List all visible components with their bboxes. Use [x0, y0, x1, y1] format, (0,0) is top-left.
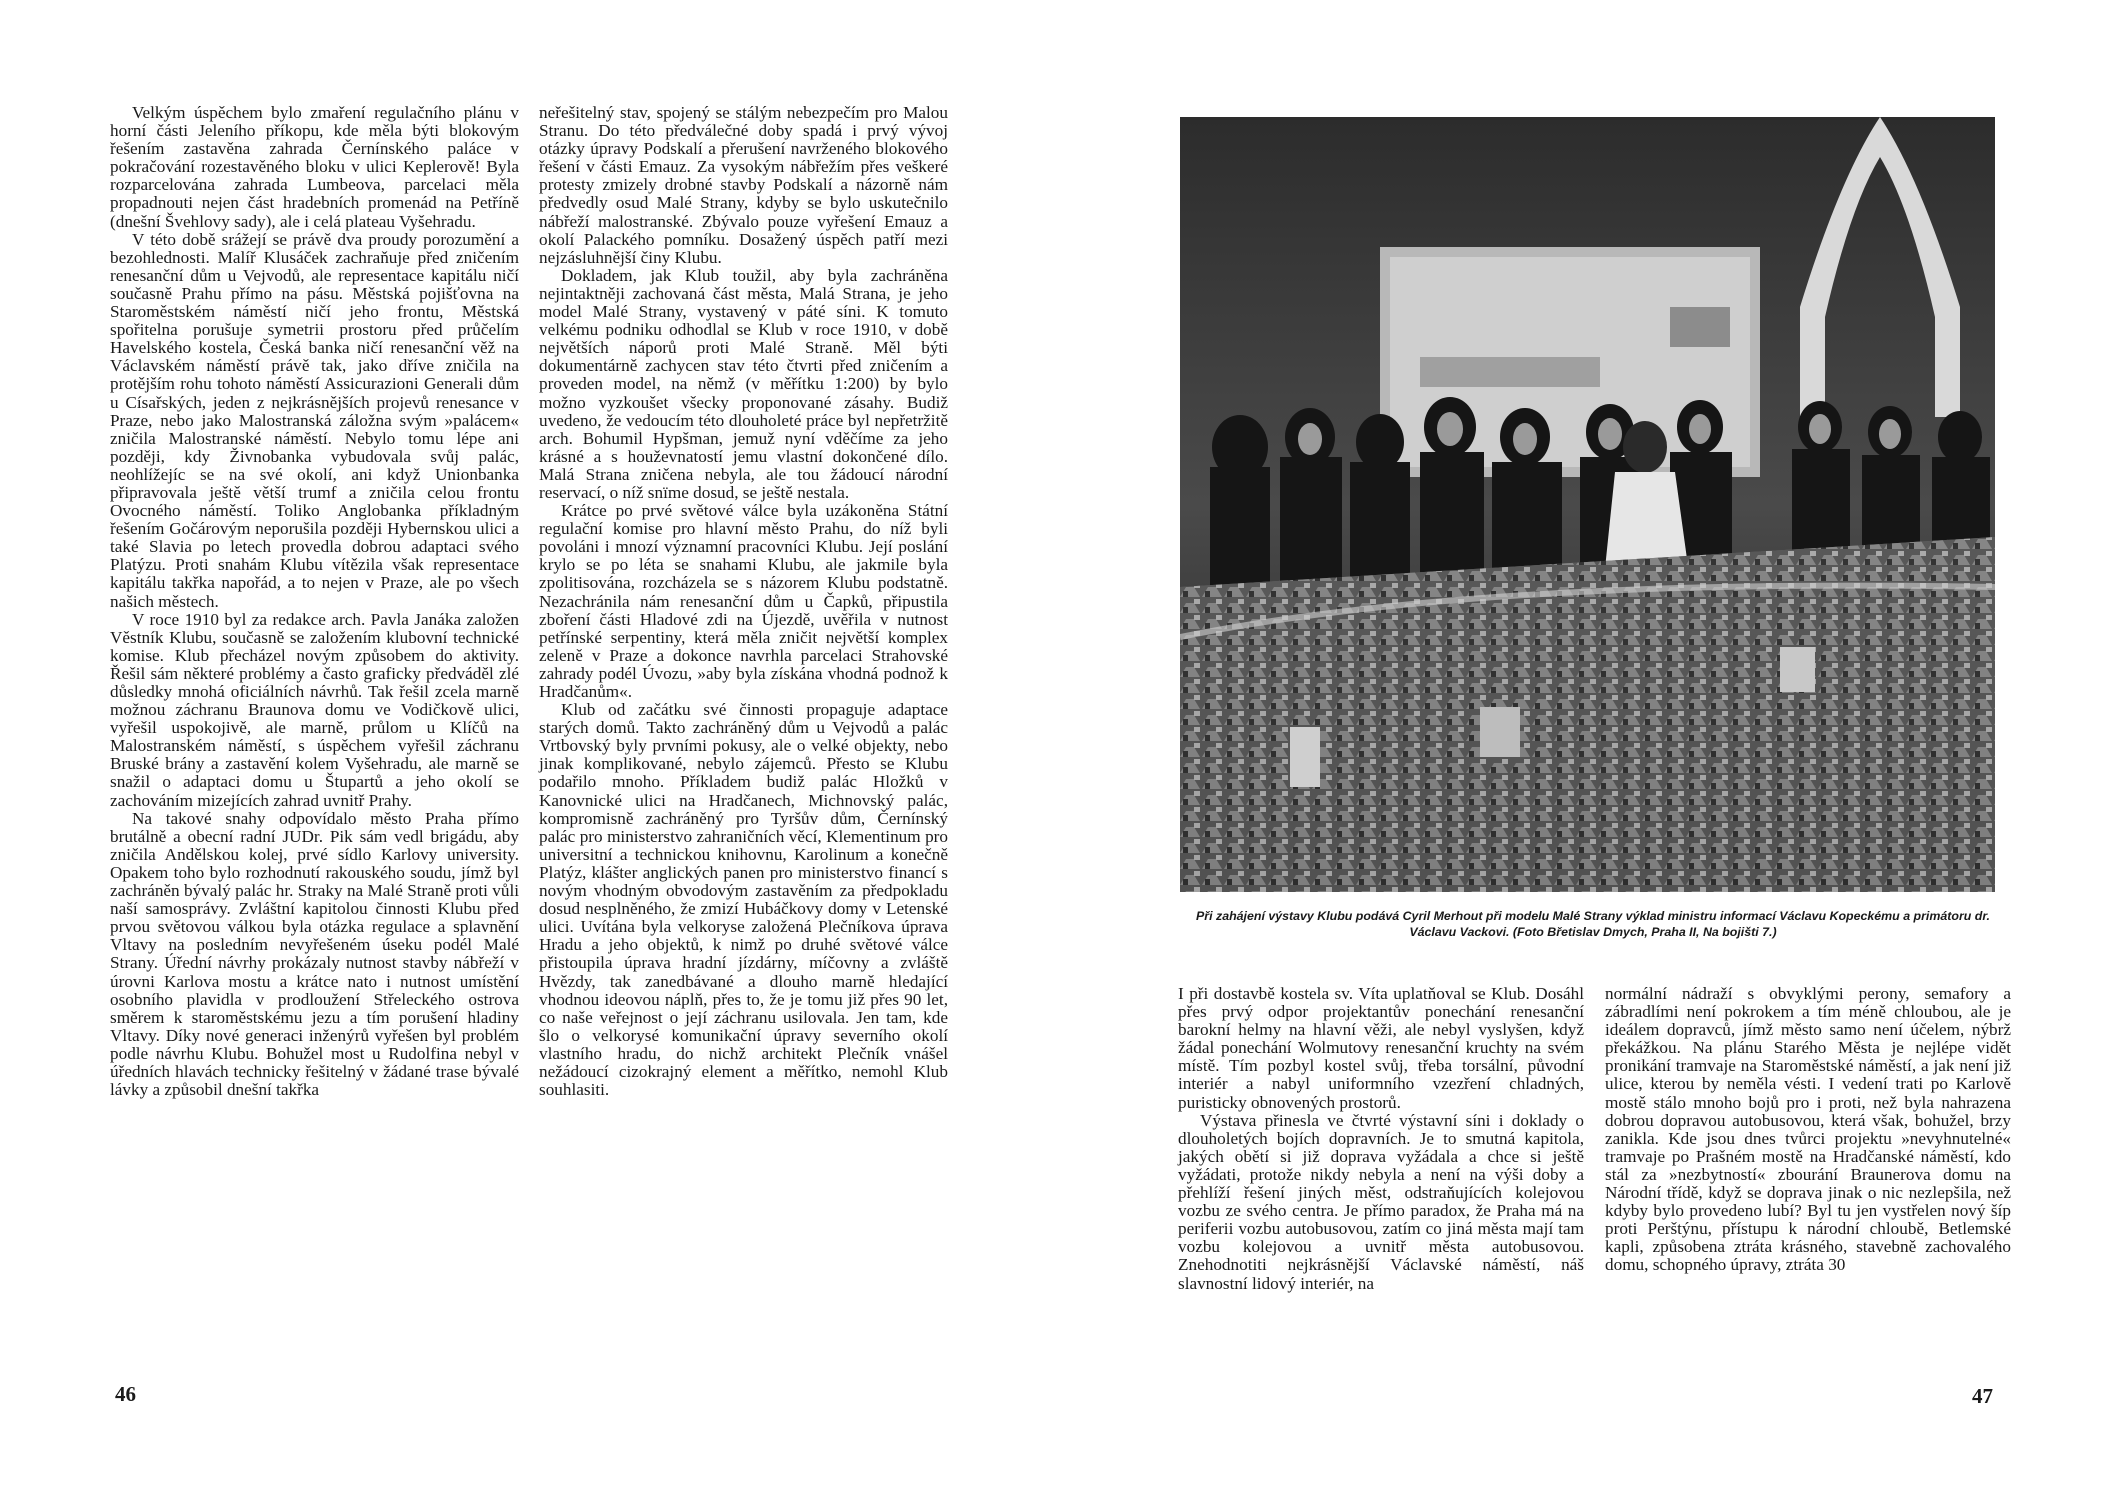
paragraph: Na takové snahy odpovídalo město Praha přímo brutálně a obecní radní JUDr. Pik sám vedl brigádu, aby zničila Andělskou kolej, prvé sídlo Karlovy university. Opakem toho bylo rozhodnutí rakouského soudu, jímž byl zachráněn bývalý palác hr. Straky na Malé Straně proti vůli naší samosprávy. Zvláštní kapitolou činnosti Klubu před prvou světovou válkou byla otázka regulace a splavnění Vltavy na posledním nevyřešeném úseku podél Malé Strany. Úřední návrhy prokázaly nutnost stavby nábřeží v úrovni Karlova mostu a krátce nato i nutnost umístění osobního plavidla v prodloužení Střeleckého ostrova směrem k staroměstskému jezu a tím porušení hladiny Vltavy. Díky nové generaci inženýrů vyřešen byl problém podle návrhu Klubu. Bohužel most u Rudolfina nebyl v úředních hlavách technicky řešitelný v žádané trase bývalé lávky a způsobil dnešní takřka	[110, 808, 519, 1100]
paragraph: Velkým úspěchem bylo zmaření regulačního plánu v horní části Jeleního příkopu, kde měla býti blokovým řešením zastavěna zahrada Černínského paláce v pokračování rozestavěného bloku v ulici Keplerově! Byla rozparcelována zahrada Lumbeova, parcelaci měla propadnouti nejen část hradebních promenád na Petříně (dnešní Švehlovy sady), ale i celá plateau Vyšehradu.	[110, 103, 519, 231]
paragraph: V této době srážejí se právě dva proudy porozumění a bezohlednosti. Malíř Klusáček zachraňuje před zničením renesanční dům u Vejvodů, ale representace kapitálu ničí současně Prahu přímo na pásu. Městská pojišťovna na Staroměstském náměstí ničí jeho frontu, Městská spořitelna porušuje symetrii prostoru před průčelím Havelského kostela, Česká banka ničí renesanční věž na Václavském náměstí právě tak, jako dříve zničila na protějším rohu tohoto náměstí Assicurazioni Generali dům u Císařských, jeden z nejkrásnějších projevů renesance v Praze, nebo jako Malostranská záložna svým »palácem« zničila Malostranské náměstí. Nebylo tomu lépe ani později, kdy Živnobanka vybudovala svůj palác, neohlížejíc se na své okolí, ani když Unionbanka připravovala ještě větší trumf a zničila celou frontu Ovocného náměstí. Toliko Anglobanka příkladným řešením Gočárovým neporušila později Hybernskou ulici a také Slavia po letech provedla dobrou adaptaci svého Platýzu. Proti snahám Klubu vítězila však representace kapitálu takřka napořád, a to nejen v Praze, ale po všech našich městech.	[110, 229, 519, 611]
right-column-2	[1605, 985, 2011, 1275]
right-column-1	[1178, 985, 1584, 1293]
exhibition-photo	[1180, 117, 1995, 892]
left-column-1	[110, 104, 519, 1099]
paragraph: Klub od začátku své činnosti propaguje adaptace starých domů. Takto zachráněný dům u Vejvodů a palác Vrtbovský byly prvními pokusy, ale o velké objekty, nebo jinak komplikované, nebylo zájemců. Přesto se Klubu podařilo mnoho. Příkladem budiž palác Hložků v Kanovnické ulici na Hradčanech, Michnovský palác, kompromisně zachráněný pro Tyršův dům, Černínský palác pro ministerstvo zahraničních věcí, Klementinum pro universitní a technickou knihovnu, Karolinum a konečně Platýz, klášter anglických panen pro ministerstvo financí s novým vhodným obvodovým zastavěním za předpokladu dosud nesplněného, že zmizí Hubáčkovy domy v Letenské ulici. Uvítána byla velkoryse založená Plečníkova úprava Hradu a jeho objektů, k nimž po druhé světové válce přistoupila úprava hradní jízdárny, míčovny a zvláště Hvězdy, tak zanedbávané a dlouho marně hledající vhodnou ideovou náplň, přes to, že je tomu již přes 90 let, co naše veřejnost o její záchranu usilovala. Jen tam, kde šlo o velkorysé komunikační úpravy severního okolí vlastního hradu, do nichž architekt Plečník vnášel nežádoucí cizokrajný element a měřítko, nemohl Klub souhlasiti.	[539, 700, 948, 1100]
paragraph: normální nádraží s obvyklými perony, semafory a zábradlími není pokrokem a tím méně chloubou, ale je ideálem dopravců, jímž město samo není účelem, nýbrž překážkou. Na plánu Starého Města je nejlépe vidět pronikání tramvaje na Staroměstské náměstí, a jak není již ulice, kterou by neměla vésti. I vedení trati po Karlově mostě stálo mnoho bojů pro i proti, než byla nahrazena dobrou dopravou autobusovou, která však, bohužel, brzy zanikla. Kde jsou dnes tvůrci projektu »nevyhnutelné« tramvaje po Prašném mostě na Hradčanské náměstí, kdo stál za »nezbytností« zbourání Braunerova domu na Národní třídě, když se doprava jinak o nic nezlepšila, než kdyby bylo provedeno lubí? Byl tu jen vystřelen nový šíp proti Perštýnu, přístupu k národní chloubě, Betlemské kapli, způsobena ztráta krásného, stavebně zachovalého domu, schopného úpravy, ztráta 30	[1605, 984, 2011, 1275]
left-column-2	[539, 104, 948, 1099]
page-number-left: 46	[115, 1382, 136, 1406]
paragraph: neřešitelný stav, spojený se stálým nebezpečím pro Malou Stranu. Do této předválečné doby spadá i prvý vývoj otázky úpravy Podskalí a přerušení navrženého blokového řešení v části Emauz. Za vysokým nábřežím přes veškeré protesty zmizely drobné stavby Podskalí a názorně nám předvedly osud Malé Strany, kdyby se bylo uskutečnilo nábřeží malostranské. Zbývalo pouze vyřešení Emauz a okolí Palackého pomníku. Dosažený úspěch patří mezi nejzásluhnější činy Klubu.	[539, 103, 948, 267]
paragraph: V roce 1910 byl za redakce arch. Pavla Janáka založen Věstník Klubu, současně se založením klubovní technické komise. Klub přecházel novým způsobem do aktivity. Řešil sám některé problémy a často graficky předváděl zlé důsledky mnohá oficiálních návrhů. Tak řešil zcela marně možnou záchranu Braunova domu ve Vodičkově ulici, vyřešil uspokojivě, ale marně, průlom u Klíčů na Malostranském náměstí, s úspěchem vyřešil záchranu Bruské brány a zastavění kolem Vyšehradu, ale marně se snažil o adaptaci domu u Štupartů a jeho okolí se zachováním mizejících zahrad uvnitř Prahy.	[110, 609, 519, 810]
page-number-right: 47	[1972, 1384, 1993, 1408]
paragraph: Dokladem, jak Klub toužil, aby byla zachráněna nejintaktněji zachovaná část města, Malá Strana, je jeho model Malé Strany, vystavený v páté síni. K tomuto velkému podniku odhodlal se Klub v roce 1910, v době největších náporů proti Malé Straně. Měl býti dokumentárně zachycen stav této čtvrti před zničením a proveden model, na němž (v měřítku 1:200) by bylo možno vyzkoušet všecky proponované zásahy. Budiž uvedeno, že vedoucím této dlouholeté práce byl nepřetržitě arch. Bohumil Hypšman, jemuž nyní vděčíme za jeho krásné a s houževnatostí jemu vlastní dokončené dílo. Malá Strana zničena nebyla, ale tou žádoucí národní reservací, o níž snïme dosud, se ještě nestala.	[539, 265, 948, 502]
paragraph: Výstava přinesla ve čtvrté výstavní síni i doklady o dlouholetých bojích dopravních. Je to smutná kapitola, jakých obětí si již doprava vyžádala a chce si ještě vyžádati, protože nikdy nebyla a není na výši doby a přehlíží řešení jiných měst, odstraňujících kolejovou vozbu ze svého centra. Je přímo paradox, že Praha má na periferii vozbu autobusovou, zatím co jiná města mají tam vozbu kolejovou a uvnitř města autobusovou. Znehodnotiti nejkrásnější Václavské náměstí, náš slavnostní lidový interiér, na	[1178, 1110, 1584, 1293]
photo-caption: Při zahájení výstavy Klubu podává Cyril Merhout při modelu Malé Strany výklad ministru informací Václavu Kopeckému a primátoru dr. Václavu Vackovi. (Foto Břetislav Dmych, Praha II, Na bojišti 7.)	[1196, 909, 1990, 939]
paragraph: Krátce po prvé světové válce byla uzákoněna Státní regulační komise pro hlavní město Prahu, do níž byli povoláni i mnozí významní pracovníci Klubu. Její poslání krylo se po léta se snahami Klubu, ale jakmile byla zpolitisována, rozcházela se s názorem Klubu podstatně. Nezachránila nám renesanční dům u Čapků, připustila zboření části Hladové zdi na Újezdě, uvěřila v nutnost petřínské serpentiny, která měla zničit největší komplex zeleně v Praze a dokonce navrhla parcelaci Strahovské zahrady podél Úvozu, »aby byla získána vhodná podnož k Hradčanům«.	[539, 501, 948, 701]
paragraph: I při dostavbě kostela sv. Víta uplatňoval se Klub. Dosáhl přes prvý odpor projektantův ponechání renesanční barokní helmy na hlavní věži, ale nebyl vyslyšen, když žádal ponechání Wolmutovy renesanční kruchty na svém místě. Tím pozbyl kostel svůj, třeba torsální, původní interiér a nabyl uniformního vzezření chladných, puristicky obnovených prostorů.	[1178, 984, 1584, 1112]
